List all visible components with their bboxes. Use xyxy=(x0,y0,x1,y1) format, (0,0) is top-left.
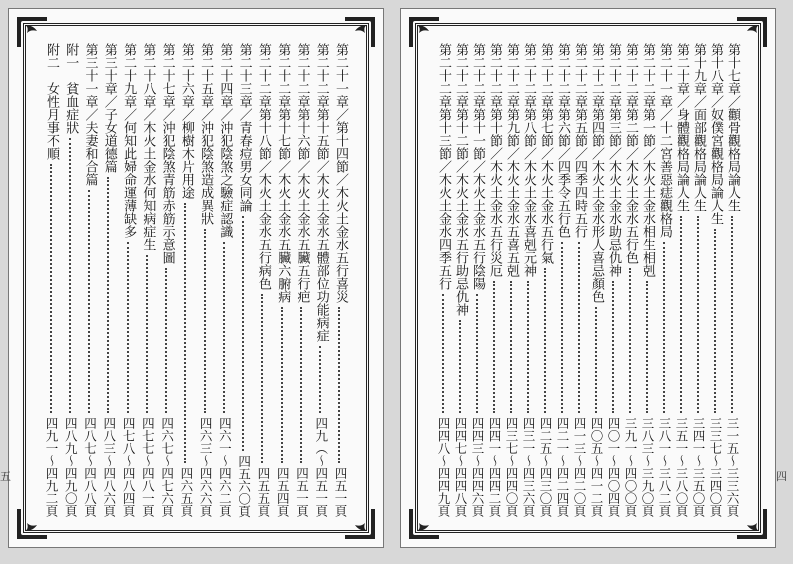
toc-entry-page: 四七八～四八四頁 xyxy=(121,417,137,517)
toc-entry-title: 第二十七章／沖犯陰煞青筋赤筋示意圖 xyxy=(159,43,175,264)
dot-leader xyxy=(146,255,150,413)
page-number: 四 xyxy=(776,470,787,483)
toc-entry-page: 四九（～四五一頁 xyxy=(313,417,329,517)
toc-entry-page: 三四一～三五〇頁 xyxy=(691,417,706,517)
toc-entry-page: 三八一～三八二頁 xyxy=(657,417,672,517)
toc-entry xyxy=(159,43,176,517)
toc-entry-page: 四四一～四四二頁 xyxy=(487,417,502,517)
dot-leader xyxy=(50,164,54,413)
dot-leader xyxy=(242,216,246,451)
toc-entry-page: 四二一～四二四頁 xyxy=(555,417,570,517)
dot-leader xyxy=(714,229,718,413)
toc-entry-page: 三三七～三四〇頁 xyxy=(708,417,723,517)
toc-entry xyxy=(236,43,253,517)
dot-leader xyxy=(629,268,633,413)
toc-entry xyxy=(605,43,622,517)
toc-entry-title: 第二十二章第二節／木火土金水五行色 xyxy=(623,43,638,264)
dot-leader xyxy=(107,177,111,413)
toc-entry-title: 附一 貧血症狀 xyxy=(63,43,79,134)
toc-entry-page: 四七七～四八一頁 xyxy=(140,417,156,517)
toc-entry-title: 第二十二章第五節／四季四時五行 xyxy=(572,43,587,238)
dot-leader xyxy=(476,294,480,413)
toc-entry-page: 四六一～四六二頁 xyxy=(217,417,233,517)
toc-entry xyxy=(656,43,673,517)
toc-entry-page: 四五五頁 xyxy=(255,467,271,517)
dot-leader xyxy=(184,203,188,463)
toc-columns xyxy=(43,43,349,517)
toc-entry xyxy=(469,43,486,517)
dot-leader xyxy=(731,216,735,413)
toc-entry-title: 第二十一章／第十四節／木火土金水五行喜災 xyxy=(332,43,348,303)
toc-entry-title: 第二十一章／十二宮善惡痣觀格局 xyxy=(657,43,672,238)
dot-leader xyxy=(680,216,684,413)
dot-leader xyxy=(697,216,701,413)
toc-entry-page: 四八七～四八八頁 xyxy=(82,417,98,517)
toc-entry-title: 第二十二章第十六節／木火土金水五臟五行疤 xyxy=(294,43,310,303)
toc-entry-page: 四一三～四二〇頁 xyxy=(572,417,587,517)
toc-entry-page: 四三一～四三六頁 xyxy=(521,417,536,517)
toc-entry xyxy=(435,43,452,517)
toc-entry-page: 四二五～四三〇頁 xyxy=(538,417,553,517)
toc-entry-title: 第三十一章／夫妻和合篇 xyxy=(82,43,98,186)
toc-entry-title: 第二十六章／柳樹木片用途 xyxy=(178,43,194,199)
toc-entry-page: 四六五頁 xyxy=(178,467,194,517)
toc-entry-page: 四八三～四八六頁 xyxy=(101,417,117,517)
toc-entry-page: 四〇五～四一二頁 xyxy=(589,417,604,517)
toc-entry xyxy=(537,43,554,517)
dot-leader xyxy=(165,268,169,413)
toc-entry-title: 第二十九章／何知此婦命運薄缺多 xyxy=(121,43,137,238)
toc-entry xyxy=(520,43,537,517)
toc-entry xyxy=(707,43,724,517)
toc-entry xyxy=(673,43,690,517)
toc-entry-page: 四五六〇頁 xyxy=(236,454,252,517)
toc-entry-title: 第二十二章第一節／木火土金水相生相剋 xyxy=(640,43,655,277)
toc-entry-title: 第二十二章第十一節／木火土金水五行陰陽 xyxy=(470,43,485,290)
toc-entry-title: 第二十章／身體觀格局論人生 xyxy=(674,43,689,212)
toc-entry xyxy=(274,43,291,517)
dot-leader xyxy=(88,190,92,413)
toc-entry xyxy=(216,43,233,517)
toc-entry-page: 三五一～三八〇頁 xyxy=(674,417,689,517)
toc-entry xyxy=(690,43,707,517)
toc-entry-title: 第二十二章第十節／木火土金水五行災厄 xyxy=(487,43,502,277)
dot-leader xyxy=(527,281,531,413)
toc-entry-title: 第三十章／子女道德篇 xyxy=(101,43,117,173)
toc-entry xyxy=(255,43,272,517)
dot-leader xyxy=(442,294,446,413)
dot-leader xyxy=(319,346,323,413)
toc-entry xyxy=(588,43,605,517)
toc-entry-page: 三八三～三九〇頁 xyxy=(640,417,655,517)
dot-leader xyxy=(459,320,463,413)
toc-entry-page: 四五四頁 xyxy=(275,467,291,517)
dot-leader xyxy=(561,242,565,413)
dot-leader xyxy=(127,242,131,413)
page-number: 五 xyxy=(0,470,11,483)
toc-entry-title: 第二十二章第八節／木火土金水喜剋元神 xyxy=(521,43,536,277)
toc-entry xyxy=(452,43,469,517)
toc-entry-page: 四九一～四九二頁 xyxy=(44,417,59,517)
toc-entry xyxy=(120,43,137,517)
toc-entry-page: 四八九～四九〇頁 xyxy=(63,417,79,517)
toc-entry-title: 第二十二章第十五節／木火土金水五體部位功能病症 xyxy=(313,43,329,342)
toc-entry xyxy=(139,43,156,517)
toc-entry xyxy=(622,43,639,517)
dot-leader xyxy=(510,281,514,413)
dot-leader xyxy=(663,242,667,413)
toc-entry-page: 四六七～四七六頁 xyxy=(159,417,175,517)
dot-leader xyxy=(338,307,342,463)
toc-entry-title: 第十九章／面部觀格局論人生 xyxy=(691,43,706,212)
toc-entry xyxy=(724,43,741,517)
toc-entry-title: 第二十二章第六節／四季令五行色 xyxy=(555,43,570,238)
toc-entry-page: 四四七～四四八頁 xyxy=(453,417,468,517)
dot-leader xyxy=(493,281,497,413)
toc-entry-page: 四三七～四四〇頁 xyxy=(504,417,519,517)
toc-entry xyxy=(82,43,99,517)
dot-leader xyxy=(595,307,599,413)
toc-entry xyxy=(503,43,520,517)
dot-leader xyxy=(300,307,304,463)
toc-entry-title: 附二 女性月事不順 xyxy=(44,43,59,160)
toc-entry-page: 四四三～四四六頁 xyxy=(470,417,485,517)
toc-entry-page: 四五一頁 xyxy=(294,467,310,517)
toc-entry-page: 四四八～四四九頁 xyxy=(436,417,451,517)
toc-entry-title: 第二十二章第四節／木火土金水形人喜忌顏色 xyxy=(589,43,604,303)
toc-entry xyxy=(293,43,310,517)
toc-entry xyxy=(197,43,214,517)
dot-leader xyxy=(223,242,227,413)
dot-leader xyxy=(544,268,548,413)
toc-entry-page: 三一五～三三六頁 xyxy=(725,417,740,517)
toc-entry-title: 第二十八章／木火土金水何知病症生 xyxy=(140,43,156,251)
toc-entry xyxy=(101,43,118,517)
toc-entry-page: 四六三～四六六頁 xyxy=(198,417,214,517)
toc-entry-title: 第二十五章／沖犯陰煞造成異狀 xyxy=(198,43,214,225)
toc-entry-title: 第二十二章第十八節／木火土金水五行病色 xyxy=(255,43,271,290)
dot-leader xyxy=(204,229,208,413)
toc-entry xyxy=(313,43,330,517)
dot-leader xyxy=(281,307,285,463)
dot-leader xyxy=(646,281,650,413)
toc-entry-title: 第二十二章第十二節／木火土金水五行助忌仇神 xyxy=(453,43,468,316)
toc-entry-title: 第十八章／奴僕宮觀格局論人生 xyxy=(708,43,723,225)
toc-entry-title: 第十七章／顴骨觀格局論人生 xyxy=(725,43,740,212)
toc-entry xyxy=(332,43,349,517)
toc-entry-page: 四五一頁 xyxy=(332,467,348,517)
toc-entry-title: 第二十二章第十三節／木火土金水四季五行 xyxy=(436,43,451,290)
dot-leader xyxy=(612,281,616,413)
toc-entry xyxy=(62,43,79,517)
dot-leader xyxy=(69,138,73,413)
toc-entry-title: 第二十三章／青春痘男女同論 xyxy=(236,43,252,212)
toc-entry-page: 三九一～四〇〇頁 xyxy=(623,417,638,517)
toc-entry xyxy=(639,43,656,517)
dot-leader xyxy=(261,294,265,463)
toc-entry xyxy=(571,43,588,517)
toc-entry-title: 第二十二章第三節／木火土金水助忌仇神 xyxy=(606,43,621,277)
toc-entry-page: 四〇一～四〇四頁 xyxy=(606,417,621,517)
dot-leader xyxy=(578,242,582,413)
toc-entry-title: 第二十二章第十七節／木火土金水五臟六腑病 xyxy=(275,43,291,303)
toc-entry-title: 第二十四章／沖犯陰煞之驗症認識 xyxy=(217,43,233,238)
left-page xyxy=(8,8,384,548)
toc-entry xyxy=(178,43,195,517)
right-page xyxy=(400,8,776,548)
toc-columns xyxy=(435,43,741,517)
toc-entry xyxy=(43,43,60,517)
toc-entry-title: 第二十二章第七節／木火土金水五行氣 xyxy=(538,43,553,264)
toc-entry xyxy=(554,43,571,517)
toc-entry xyxy=(486,43,503,517)
toc-entry-title: 第二十二章第九節／木火土金水五喜五剋 xyxy=(504,43,519,277)
